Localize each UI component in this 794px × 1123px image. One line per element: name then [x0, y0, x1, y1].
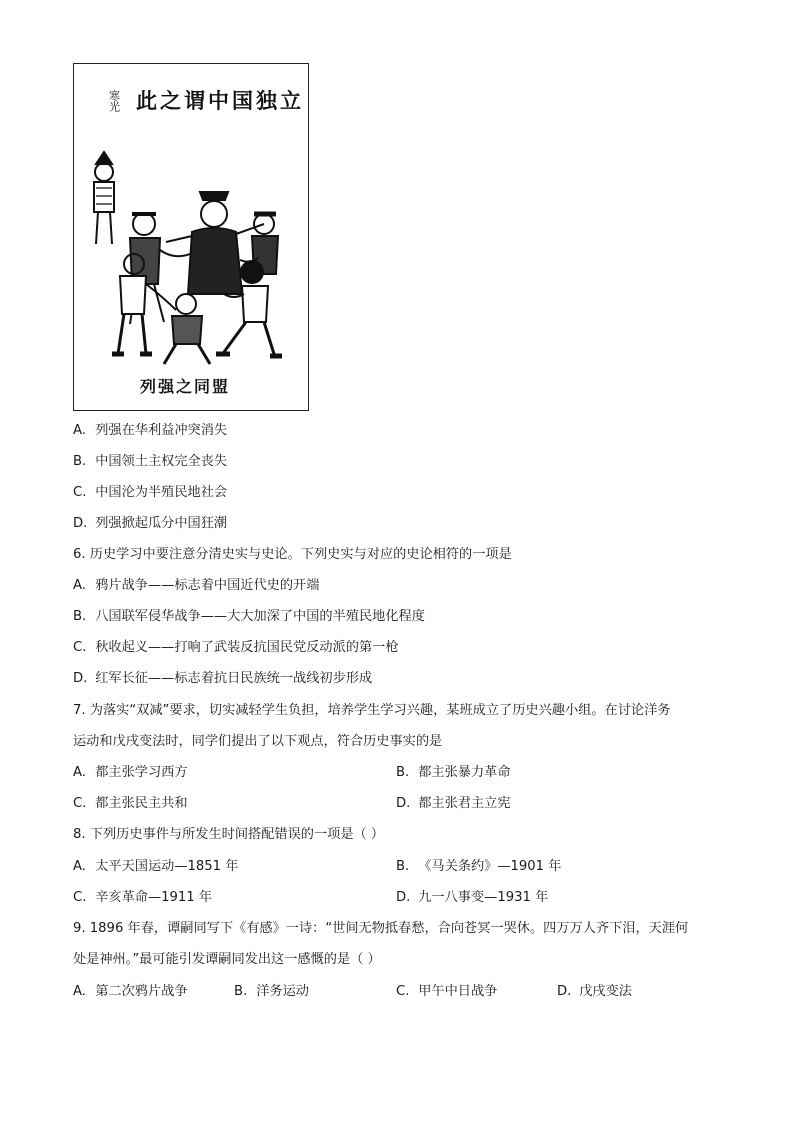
- option-letter: C.: [73, 640, 87, 655]
- option-text: 八国联军侵华战争——大大加深了中国的半殖民地化程度: [95, 609, 425, 624]
- cartoon-caption-top: 此之谓中国独立: [136, 88, 304, 113]
- option-text: 《马关条约》—1901 年: [418, 859, 562, 874]
- q9-stem-line1: 9. 1896 年春，谭嗣同写下《有感》一诗：“世间无物抵春愁，合向苍冥一哭休。四万万人齐下泪，天涯何: [73, 921, 689, 936]
- q5-option-a: [73, 422, 227, 440]
- q7-stem-line1: 7. 为落实“双减”要求，切实减轻学生负担，培养学生学习兴趣，某班成立了历史兴趣小组。在讨论洋务: [73, 703, 671, 718]
- q7-option-a: [73, 764, 188, 782]
- q9-option-a: [73, 983, 188, 1001]
- q6-option-c: [73, 639, 399, 657]
- q9-option-b: [234, 983, 309, 1001]
- option-letter: B.: [73, 454, 87, 469]
- option-text: 秋收起义——打响了武装反抗国民党反动派的第一枪: [95, 640, 399, 655]
- q7-option-c: [73, 795, 188, 813]
- q6-option-a: [73, 577, 319, 595]
- option-text: 列强掀起瓜分中国狂潮: [95, 516, 228, 531]
- option-letter: B.: [396, 765, 410, 780]
- option-text: 中国领土主权完全丧失: [95, 454, 228, 469]
- option-letter: D.: [73, 516, 88, 531]
- option-letter: D.: [396, 796, 411, 811]
- option-letter: B.: [396, 859, 410, 874]
- option-text: 辛亥革命—1911 年: [95, 890, 213, 905]
- q8-option-a: [73, 858, 238, 876]
- q8-option-b: [396, 858, 561, 876]
- option-text: 都主张学习西方: [95, 765, 188, 780]
- dancing-figures: [94, 152, 282, 364]
- option-text: 九一八事变—1931 年: [418, 890, 549, 905]
- q7-option-d: [396, 795, 511, 813]
- option-text: 太平天国运动—1851 年: [95, 859, 239, 874]
- q6-option-b: [73, 608, 425, 626]
- q7-stem-line2: 运动和戊戌变法时，同学们提出了以下观点，符合历史事实的是: [73, 734, 443, 749]
- option-letter: B.: [234, 984, 248, 999]
- q9-option-d: [557, 983, 632, 1001]
- q5-option-d: [73, 515, 227, 533]
- option-letter: A.: [73, 984, 86, 999]
- q7-option-b: [396, 764, 511, 782]
- option-text: 列强在华利益冲突消失: [95, 423, 228, 438]
- q8-option-d: [396, 889, 548, 907]
- option-letter: B.: [73, 609, 87, 624]
- q6-stem: 6. 历史学习中要注意分清史实与史论。下列史实与对应的史论相符的一项是: [73, 547, 512, 562]
- option-letter: C.: [73, 485, 87, 500]
- option-text: 都主张暴力革命: [418, 765, 511, 780]
- option-text: 中国沦为半殖民地社会: [95, 485, 228, 500]
- option-letter: A.: [73, 578, 86, 593]
- q5-option-c: [73, 484, 227, 502]
- cartoon-signature: 寒光: [107, 90, 121, 112]
- cartoon-figure: [73, 63, 309, 411]
- option-text: 洋务运动: [256, 984, 309, 999]
- option-text: 都主张君主立宪: [418, 796, 511, 811]
- cartoon-caption-bottom: 列强之同盟: [140, 377, 231, 396]
- option-letter: A.: [73, 423, 86, 438]
- option-text: 都主张民主共和: [95, 796, 188, 811]
- option-letter: C.: [396, 984, 410, 999]
- q6-option-d: [73, 670, 372, 688]
- option-text: 第二次鸦片战争: [95, 984, 188, 999]
- option-text: 甲午中日战争: [418, 984, 498, 999]
- q5-option-b: [73, 453, 227, 471]
- option-text: 红军长征——标志着抗日民族统一战线初步形成: [95, 671, 373, 686]
- option-letter: D.: [557, 984, 572, 999]
- q8-stem: 8. 下列历史事件与所发生时间搭配错误的一项是（ ）: [73, 827, 385, 842]
- option-text: 鸦片战争——标志着中国近代史的开端: [95, 578, 320, 593]
- option-letter: A.: [73, 765, 86, 780]
- option-letter: D.: [73, 671, 88, 686]
- q9-option-c: [396, 983, 497, 1001]
- option-letter: C.: [73, 796, 87, 811]
- option-letter: A.: [73, 859, 86, 874]
- option-text: 戊戌变法: [579, 984, 632, 999]
- q8-option-c: [73, 889, 212, 907]
- cartoon-illustration: [74, 64, 308, 410]
- option-letter: C.: [73, 890, 87, 905]
- q9-stem-line2: 处是神州。”最可能引发谭嗣同发出这一感慨的是（ ）: [73, 952, 381, 967]
- option-letter: D.: [396, 890, 411, 905]
